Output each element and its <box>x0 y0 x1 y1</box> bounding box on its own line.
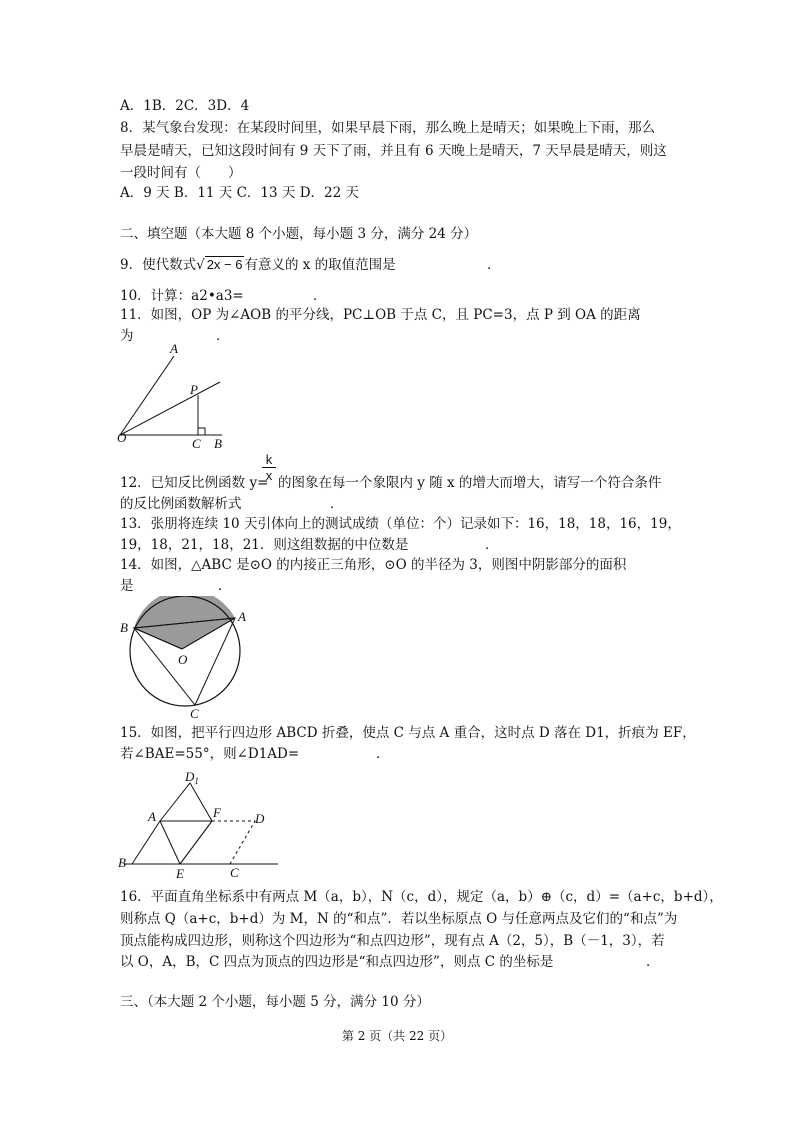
q15-figure <box>112 765 282 880</box>
label-a: A <box>238 609 246 624</box>
label-e: E <box>176 866 184 880</box>
q8-line2: 早晨是晴天，已知这段时间有 9 天下了雨，并且有 6 天晚上是晴天，7 天早晨是晴天，则这 <box>120 143 667 159</box>
q13-line1: 13．张朋将连续 10 天引体向上的测试成绩（单位：个）记录如下：16，18，18，16，19， <box>120 516 681 532</box>
ray-op <box>120 382 220 435</box>
q12-prefix: 12．已知反比例函数 y= <box>120 475 269 491</box>
right-angle-mark <box>198 428 205 435</box>
folded-triangle-abe <box>132 821 212 864</box>
q15-end: ． <box>376 746 390 762</box>
q11-line2: 为 <box>120 328 134 344</box>
page-footer: 第 2 页（共 22 页） <box>341 1029 453 1043</box>
frac-numerator: k <box>262 452 276 468</box>
dashed-original-fdce <box>180 821 255 864</box>
q8-line3: 一段时间有（ ） <box>120 165 242 181</box>
sqrt-symbol: √ 2x − 6 <box>196 257 243 273</box>
label-a: A <box>170 341 178 356</box>
q7-options: A．1B．2C．3D．4 <box>120 98 250 114</box>
q14-line2: 是 <box>120 578 134 594</box>
frac-denominator: x <box>265 468 273 483</box>
label-c: C <box>192 436 201 451</box>
label-f: F <box>213 805 221 820</box>
q11-end: ． <box>216 328 230 344</box>
q16-line4: 以 O，A，B，C 四点为顶点的四边形是“和点四边形”，则点 C 的坐标是 <box>120 954 554 970</box>
q8-options: A．9 天 B．11 天 C．13 天 D．22 天 <box>120 185 359 201</box>
label-d1: $D_1$ <box>185 769 199 786</box>
q15-line2: 若∠BAE=55°，则∠D1AD= <box>120 746 300 762</box>
section2-title: 二、填空题（本大题 8 个小题，每小题 3 分，满分 24 分） <box>120 226 478 242</box>
q13-end: ． <box>485 537 499 553</box>
label-b: B <box>118 855 126 870</box>
label-o: O <box>178 652 188 667</box>
q8-line1: 8．某气象台发现：在某段时间里，如果早晨下雨，那么晚上是晴天；如果晚上下雨，那么 <box>120 120 656 136</box>
q9-prefix: 9．使代数式 <box>120 257 197 273</box>
q14-figure <box>112 596 262 720</box>
q16-end: ． <box>646 954 660 970</box>
label-o: O <box>117 430 127 445</box>
label-b: B <box>214 436 222 451</box>
q12-end: ． <box>330 496 344 512</box>
folded-part-ad1fe <box>160 783 212 864</box>
q14-end: ． <box>218 578 232 594</box>
q12-suffix: 的图象在每一个象限内 y 随 x 的增大而增大，请写一个符合条件 <box>278 475 662 491</box>
segment-ae <box>160 821 180 864</box>
q11-line1: 11．如图，OP 为∠AOB 的平分线，PC⊥OB 于点 C，且 PC=3，点 P 到 OA 的距离 <box>120 307 641 323</box>
label-b: B <box>120 620 128 635</box>
q11-figure <box>112 340 232 452</box>
q9-line <box>120 256 396 274</box>
label-d: D <box>255 811 265 826</box>
q10-end: ． <box>313 288 327 304</box>
q9-radicand: 2x − 6 <box>206 257 243 272</box>
ray-oa <box>120 356 174 435</box>
q16-line3: 顶点能构成四边形，则称这个四边形为“和点四边形”，现有点 A（2，5），B（－1，3），若 <box>120 933 665 949</box>
q9-end: ． <box>487 257 501 273</box>
q13-line2: 19，18，21，18，21．则这组数据的中位数是 <box>120 537 409 553</box>
label-c: C <box>230 865 239 880</box>
q12-line2: 的反比例函数解析式 <box>120 496 242 512</box>
label-c: C <box>190 706 199 720</box>
label-p: P <box>190 382 198 397</box>
label-a: A <box>148 809 156 824</box>
q16-line1: 16．平面直角坐标系中有两点 M（a，b），N（c，d），规定（a，b）⊕（c，d）=（a+c，b+d）， <box>120 889 723 905</box>
q16-line2: 则称点 Q（a+c，b+d）为 M，N 的“和点”．若以坐标原点 O 与任意两点及它们的“和点”为 <box>120 911 678 927</box>
q10-text: 10．计算：a2•a3= <box>120 288 244 304</box>
q15-line1: 15．如图，把平行四边形 ABCD 折叠，使点 C 与点 A 重合，这时点 D 落在 D1，折痕为 EF， <box>120 725 696 741</box>
q14-line1: 14．如图，△ABC 是⊙O 的内接正三角形，⊙O 的半径为 3，则图中阴影部分的面积 <box>120 557 627 573</box>
q9-suffix: 有意义的 x 的取值范围是 <box>244 257 396 273</box>
section3-title: 三、（本大题 2 个小题，每小题 5 分，满分 10 分） <box>120 994 430 1010</box>
